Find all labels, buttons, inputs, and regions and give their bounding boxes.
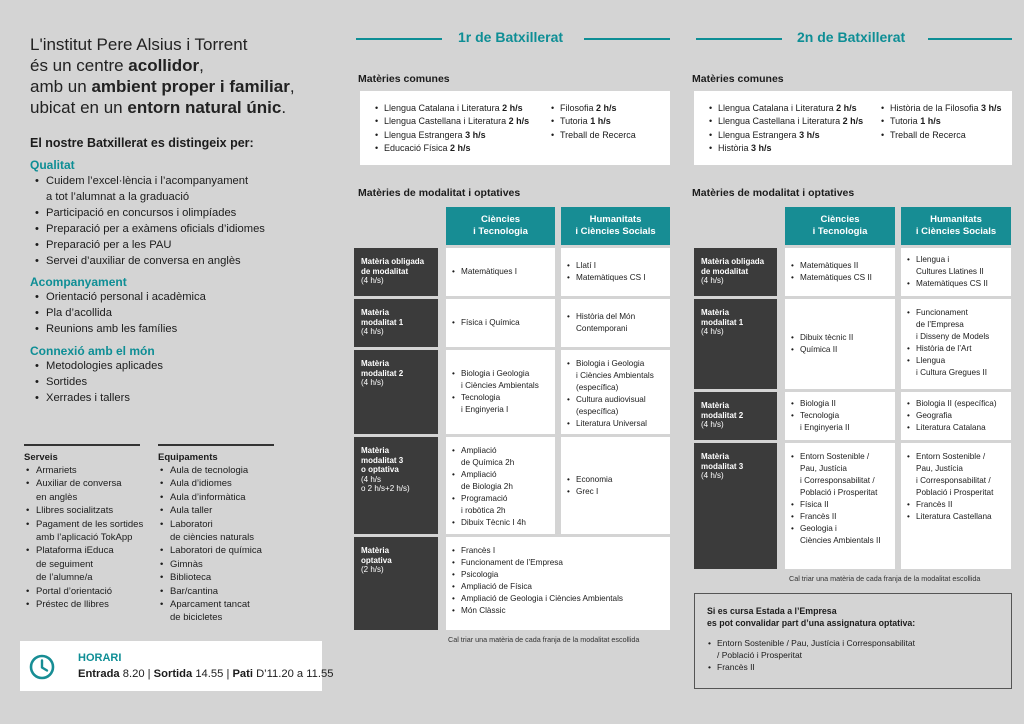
list-item: • Ampliació de Geologia i Ciències Ambientals: [451, 593, 623, 605]
row-name: de modalitat: [361, 266, 409, 276]
estada-title: Si es cursa Estada a l’Empresa es pot convalidar part d’una assignatura optativa:: [707, 606, 916, 628]
list-item: • Matemàtiques I: [451, 266, 517, 278]
equipaments-title: Equipaments: [158, 444, 274, 458]
subject-cell: [561, 248, 670, 296]
list-item: • Tecnologia: [790, 410, 850, 422]
list-item: [550, 102, 636, 115]
column-header-line: i Tecnologia: [473, 226, 528, 237]
subject-hours: 2 h/s: [842, 116, 864, 127]
list-item: i Enginyeria I: [461, 405, 509, 414]
list-item: i Ciències Ambientals: [576, 371, 654, 380]
list-item: • Aula d’idiomes: [158, 477, 262, 490]
list-item: • Física II: [790, 499, 881, 511]
list-item: • Ampliació de Física: [451, 581, 623, 593]
comunes-box: [694, 91, 1012, 165]
connexio-title: Connexió amb el món: [30, 344, 155, 358]
list-item: • Biblioteca: [158, 571, 262, 584]
subject-hours: 2 h/s: [508, 116, 530, 127]
subject-list: [566, 260, 646, 284]
list-item: Ciències Ambientals II: [800, 536, 881, 545]
list-item: en anglès: [36, 491, 78, 503]
subject-list: [790, 332, 853, 356]
list-item: • Portal d’orientació: [24, 585, 143, 598]
list-item: • Entorn Sostenible / Pau, Justícia i Corresponsabilitat: [707, 637, 915, 649]
list-item: • Llibres socialitzats: [24, 504, 143, 517]
comunes-list: [880, 102, 1002, 142]
list-item: • Gimnàs: [158, 558, 262, 571]
list-item: • Francès II: [906, 499, 993, 511]
subject-cell: [446, 350, 555, 434]
row-hours: (4 h/s): [701, 420, 724, 430]
list-item: de Biologia 2h: [461, 482, 513, 491]
subject-list: [790, 398, 850, 434]
comunes-list: [550, 102, 636, 142]
list-item: • Reunions amb les famílies: [46, 322, 206, 338]
list-item: • Pagament de les sortides: [24, 518, 143, 531]
list-item: • Biologia II: [790, 398, 850, 410]
subject-hours: 2 h/s: [596, 103, 617, 113]
serveis-title: Serveis: [24, 444, 140, 458]
subject-list: [790, 451, 881, 547]
list-item: • Entorn Sostenible /: [906, 451, 993, 463]
subject-name: Llengua Estrangera: [718, 129, 800, 140]
list-item: • Francès I: [451, 545, 623, 557]
connexio-list: [46, 359, 163, 407]
list-item: Població i Prosperitat: [800, 488, 878, 497]
column-header-humanitats: [561, 207, 670, 245]
list-item: • Llengua i: [906, 254, 988, 266]
row-name: modalitat 1: [701, 317, 744, 327]
list-item: • Cuidem l’excel·lència i l’acompanyament: [46, 174, 265, 190]
column-header-line: Humanitats: [589, 214, 642, 225]
list-item: [374, 115, 529, 128]
comunes-title: Matèries comunes: [358, 73, 450, 85]
subject-list: [790, 260, 872, 284]
subject-cell: [446, 248, 555, 296]
comunes-list: [708, 102, 863, 156]
list-item: • Món Clàssic: [451, 605, 623, 617]
list-item: • Funcionament de l’Empresa: [451, 557, 623, 569]
list-item: i Cultura Gregues II: [916, 368, 987, 377]
comunes-title: Matèries comunes: [692, 73, 784, 85]
list-item: de l’alumne/a: [36, 572, 93, 584]
list-item: • Aula de tecnologia: [158, 464, 262, 477]
list-item: • Dibuix tècnic II: [790, 332, 853, 344]
list-item: Cultures Llatines II: [916, 267, 984, 276]
distinct-title: El nostre Batxillerat es distingeix per:: [30, 136, 254, 150]
row-hours: (4 h/s): [361, 327, 384, 337]
row-header: [354, 537, 438, 630]
column-header-line: Humanitats: [930, 214, 982, 225]
list-item: • Matemàtiques CS II: [906, 278, 988, 290]
list-item: • Geografia: [906, 410, 997, 422]
subject-name: Llengua Castellana i Literatura: [718, 116, 843, 127]
subject-name: Filosofia: [560, 103, 597, 113]
list-item: • Francès II: [790, 511, 881, 523]
list-item: (específica): [576, 383, 619, 392]
list-item: Pau, Justícia: [800, 464, 847, 473]
list-item: • Aula d’informàtica: [158, 491, 262, 504]
list-item: • Orientació personal i acadèmica: [46, 290, 206, 306]
subject-cell: [901, 248, 1011, 296]
horari-line: Entrada 8.20 | Sortida 14.55 | Pati D’11.20 a 11.55: [78, 668, 334, 680]
row-name: Matèria obligada: [701, 257, 765, 266]
list-item: i Disseny de Models: [916, 332, 990, 341]
row-name: modalitat 3: [701, 461, 744, 471]
row-hours: (4 h/s): [701, 276, 724, 286]
subject-cell: [785, 392, 895, 440]
column-header-line: i Ciències Socials: [915, 226, 997, 237]
row-name: Matèria: [361, 359, 390, 368]
row-header: [694, 248, 777, 296]
row-name: modalitat 1: [361, 317, 404, 327]
subject-name: Treball de Recerca: [560, 129, 636, 140]
row-name: modalitat 2: [701, 410, 744, 420]
list-item: • Matemàtiques CS I: [566, 272, 646, 284]
list-item: • Armariets: [24, 464, 143, 477]
subject-hours: 2 h/s: [502, 103, 523, 113]
list-item: • Preparació per a les PAU: [46, 238, 265, 254]
choice-note: Cal triar una matèria de cada franja de la modalitat escollida: [448, 635, 640, 644]
list-item: • Programació: [451, 493, 526, 505]
list-item: • Literatura Castellana: [906, 511, 993, 523]
acompanyament-list: [46, 290, 206, 338]
row-name: optativa: [361, 555, 392, 565]
list-item: • Biologia i Geologia: [451, 368, 539, 380]
row-hours: (4 h/s): [361, 276, 384, 286]
list-item: [374, 129, 529, 142]
estada-list: [707, 637, 915, 673]
list-item: • Bar/cantina: [158, 585, 262, 598]
list-item: • Pla d’acollida: [46, 306, 206, 322]
column-header-line: i Ciències Socials: [575, 226, 656, 237]
list-item: Pau, Justícia: [916, 464, 963, 473]
list-item: • Biologia i Geologia: [566, 358, 654, 370]
subject-hours: 3 h/s: [799, 129, 820, 140]
subject-name: Llengua Catalana i Literatura: [718, 103, 837, 113]
intro-line-4: ubicat en un entorn natural únic.: [30, 98, 287, 117]
list-item: de seguiment: [36, 558, 94, 570]
subject-cell: [446, 299, 555, 347]
list-item: • Història del Món: [566, 311, 635, 323]
row-header: [354, 299, 438, 347]
row-hours: (2 h/s): [361, 565, 384, 575]
subject-hours: 2 h/s: [836, 103, 857, 113]
row-name: modalitat 2: [361, 368, 404, 378]
row-header: [694, 392, 777, 440]
subject-cell: [785, 299, 895, 389]
list-item: • Dibuix Tècnic I 4h: [451, 517, 526, 529]
course-title: 1r de Batxillerat: [458, 29, 564, 45]
list-item: i Ciències Ambientals: [461, 381, 539, 390]
subject-hours: 1 h/s: [590, 116, 611, 127]
list-item: • Matemàtiques CS II: [790, 272, 872, 284]
list-item: • Plataforma iEduca: [24, 544, 143, 557]
list-item: • Física i Química: [451, 317, 520, 329]
course-title: 2n de Batxillerat: [797, 29, 906, 45]
row-header: [354, 437, 438, 534]
row-hours: o 2 h/s+2 h/s): [361, 484, 410, 494]
list-item: • Tecnologia: [451, 392, 539, 404]
list-item: [880, 129, 1002, 142]
row-name: Matèria: [701, 401, 730, 410]
list-item: a tot l’alumnat a la graduació: [46, 190, 190, 203]
subject-cell: [901, 299, 1011, 389]
subject-hours: 3 h/s: [465, 129, 486, 140]
row-header: [694, 443, 777, 569]
list-item: • Literatura Catalana: [906, 422, 997, 434]
title-rule: [356, 38, 442, 40]
title-rule: [928, 38, 1012, 40]
subject-name: Llengua Estrangera: [384, 129, 466, 140]
list-item: [550, 129, 636, 142]
subject-cell: [561, 299, 670, 347]
estada-box: [694, 593, 1012, 689]
row-name: Matèria: [701, 308, 730, 317]
row-header: [354, 350, 438, 434]
list-item: • Història de l’Art: [906, 343, 989, 355]
row-name: o optativa: [361, 465, 399, 475]
subject-name: Llengua Castellana i Literatura: [384, 116, 509, 127]
list-item: • Grec I: [566, 486, 612, 498]
list-item: • Llatí I: [566, 260, 646, 272]
subject-cell: [785, 248, 895, 296]
row-hours: (4 h/s): [361, 378, 384, 388]
row-header: [694, 299, 777, 389]
subject-name: Història de la Filosofia: [890, 103, 982, 113]
subject-list: [566, 311, 635, 335]
list-item: [708, 142, 863, 155]
qualitat-title: Qualitat: [30, 158, 75, 172]
column-header-line: Ciències: [480, 214, 521, 225]
subject-list: [451, 368, 539, 416]
equipaments-list: [158, 464, 262, 625]
list-item: [550, 115, 636, 128]
clock-icon: [28, 653, 56, 681]
subject-cell: [561, 437, 670, 534]
list-item: de bicicletes: [170, 612, 223, 624]
list-item: • Metodologies aplicades: [46, 359, 163, 375]
list-item: • Entorn Sostenible /: [790, 451, 881, 463]
list-item: [880, 102, 1002, 115]
list-item: (específica): [576, 407, 619, 416]
subject-list: [906, 451, 993, 523]
list-item: • Biologia II (específica): [906, 398, 997, 410]
subject-name: Tutoria: [890, 116, 921, 127]
subject-cell: [901, 443, 1011, 569]
intro-line-1: L'institut Pere Alsius i Torrent: [30, 35, 248, 54]
list-item: Contemporani: [576, 324, 628, 333]
subject-list: [906, 398, 997, 434]
choice-note: Cal triar una matèria de cada franja de la modalitat escollida: [789, 574, 981, 583]
list-item: • Química II: [790, 344, 853, 356]
subject-list: [906, 254, 988, 290]
row-name: de modalitat: [701, 266, 749, 276]
list-item: amb l’aplicació TokApp: [36, 532, 133, 544]
list-item: / Població i Prosperitat: [717, 650, 803, 660]
intro-text: [30, 34, 320, 118]
list-item: [708, 129, 863, 142]
list-item: i Enginyeria II: [800, 423, 850, 432]
column-header-humanitats: [901, 207, 1011, 245]
title-rule: [584, 38, 670, 40]
subject-list: [566, 358, 654, 430]
subject-cell: [901, 392, 1011, 440]
list-item: [374, 102, 529, 115]
list-item: • Cultura audiovisual: [566, 394, 654, 406]
list-item: • Aula taller: [158, 504, 262, 517]
list-item: • Ampliació: [451, 445, 526, 457]
list-item: • Llengua: [906, 355, 989, 367]
list-item: [708, 102, 863, 115]
subject-hours: 1 h/s: [920, 116, 941, 127]
list-item: • Funcionament: [906, 307, 989, 319]
list-item: [880, 115, 1002, 128]
list-item: • Matemàtiques II: [790, 260, 872, 272]
list-item: • Servei d’auxiliar de conversa en anglès: [46, 254, 265, 270]
subject-list: [451, 266, 517, 278]
list-item: • Literatura Universal: [566, 418, 654, 430]
subject-hours: 3 h/s: [751, 143, 772, 154]
list-item: • Préstec de llibres: [24, 598, 143, 611]
list-item: i robòtica 2h: [461, 506, 506, 515]
intro-line-2: és un centre acollidor,: [30, 56, 204, 75]
list-item: • Francès II: [707, 661, 915, 673]
row-name: Matèria: [361, 308, 390, 317]
list-item: • Preparació per a exàmens oficials d’idiomes: [46, 222, 265, 238]
subject-list: [566, 474, 612, 498]
subject-cell: [446, 537, 670, 630]
row-name: Matèria: [361, 446, 390, 455]
modalitat-title: Matèries de modalitat i optatives: [358, 187, 521, 199]
column-header-ciencies: [785, 207, 895, 245]
row-hours: (4 h/s: [361, 474, 382, 484]
subject-cell: [785, 443, 895, 569]
list-item: de l’Empresa: [916, 320, 964, 329]
list-item: de ciències naturals: [170, 532, 254, 544]
list-item: • Xerrades i tallers: [46, 391, 163, 407]
subject-cell: [446, 437, 555, 534]
horari-title: HORARI: [78, 652, 122, 664]
row-hours: (4 h/s): [701, 327, 724, 337]
modalitat-title: Matèries de modalitat i optatives: [692, 187, 855, 199]
list-item: [374, 142, 529, 155]
subject-name: Tutoria: [560, 116, 591, 127]
subject-list: [906, 307, 989, 379]
subject-list: [451, 445, 526, 529]
list-item: • Participació en concursos i olimpíades: [46, 206, 265, 222]
row-name: modalitat 3: [361, 455, 404, 465]
horari-box: [20, 641, 334, 691]
row-name: Matèria: [361, 546, 390, 555]
qualitat-list: [46, 174, 265, 269]
row-name: Matèria obligada: [361, 257, 425, 266]
subject-name: Història: [718, 143, 752, 154]
subject-list: [451, 545, 623, 617]
list-item: • Laboratori: [158, 518, 262, 531]
list-item: • Ampliació: [451, 469, 526, 481]
list-item: • Sortides: [46, 375, 163, 391]
row-name: Matèria: [701, 452, 730, 461]
list-item: Població i Prosperitat: [916, 488, 994, 497]
row-hours: (4 h/s): [701, 471, 724, 481]
subject-cell: [561, 350, 670, 434]
comunes-box: [360, 91, 670, 165]
intro-line-3: amb un ambient proper i familiar,: [30, 77, 295, 96]
serveis-list: [24, 464, 143, 611]
subject-name: Educació Física: [384, 143, 451, 154]
acompanyament-title: Acompanyament: [30, 275, 127, 289]
subject-hours: 3 h/s: [981, 103, 1002, 113]
list-item: • Psicologia: [451, 569, 623, 581]
list-item: • Auxiliar de conversa: [24, 477, 143, 490]
list-item: [708, 115, 863, 128]
list-item: de Química 2h: [461, 458, 515, 467]
subject-hours: 2 h/s: [450, 143, 471, 154]
list-item: • Geologia i: [790, 523, 881, 535]
list-item: • Laboratori de química: [158, 544, 262, 557]
comunes-list: [374, 102, 529, 156]
list-item: • Economia: [566, 474, 612, 486]
list-item: i Corresponsabilitat /: [916, 476, 991, 485]
title-rule: [696, 38, 782, 40]
column-header-line: Ciències: [820, 214, 860, 225]
subject-list: [451, 317, 520, 329]
column-header-line: i Tecnologia: [812, 226, 868, 237]
subject-name: Treball de Recerca: [890, 129, 966, 140]
column-header-ciencies: [446, 207, 555, 245]
list-item: • Aparcament tancat: [158, 598, 262, 611]
row-header: [354, 248, 438, 296]
list-item: i Corresponsabilitat /: [800, 476, 875, 485]
subject-name: Llengua Catalana i Literatura: [384, 103, 503, 113]
